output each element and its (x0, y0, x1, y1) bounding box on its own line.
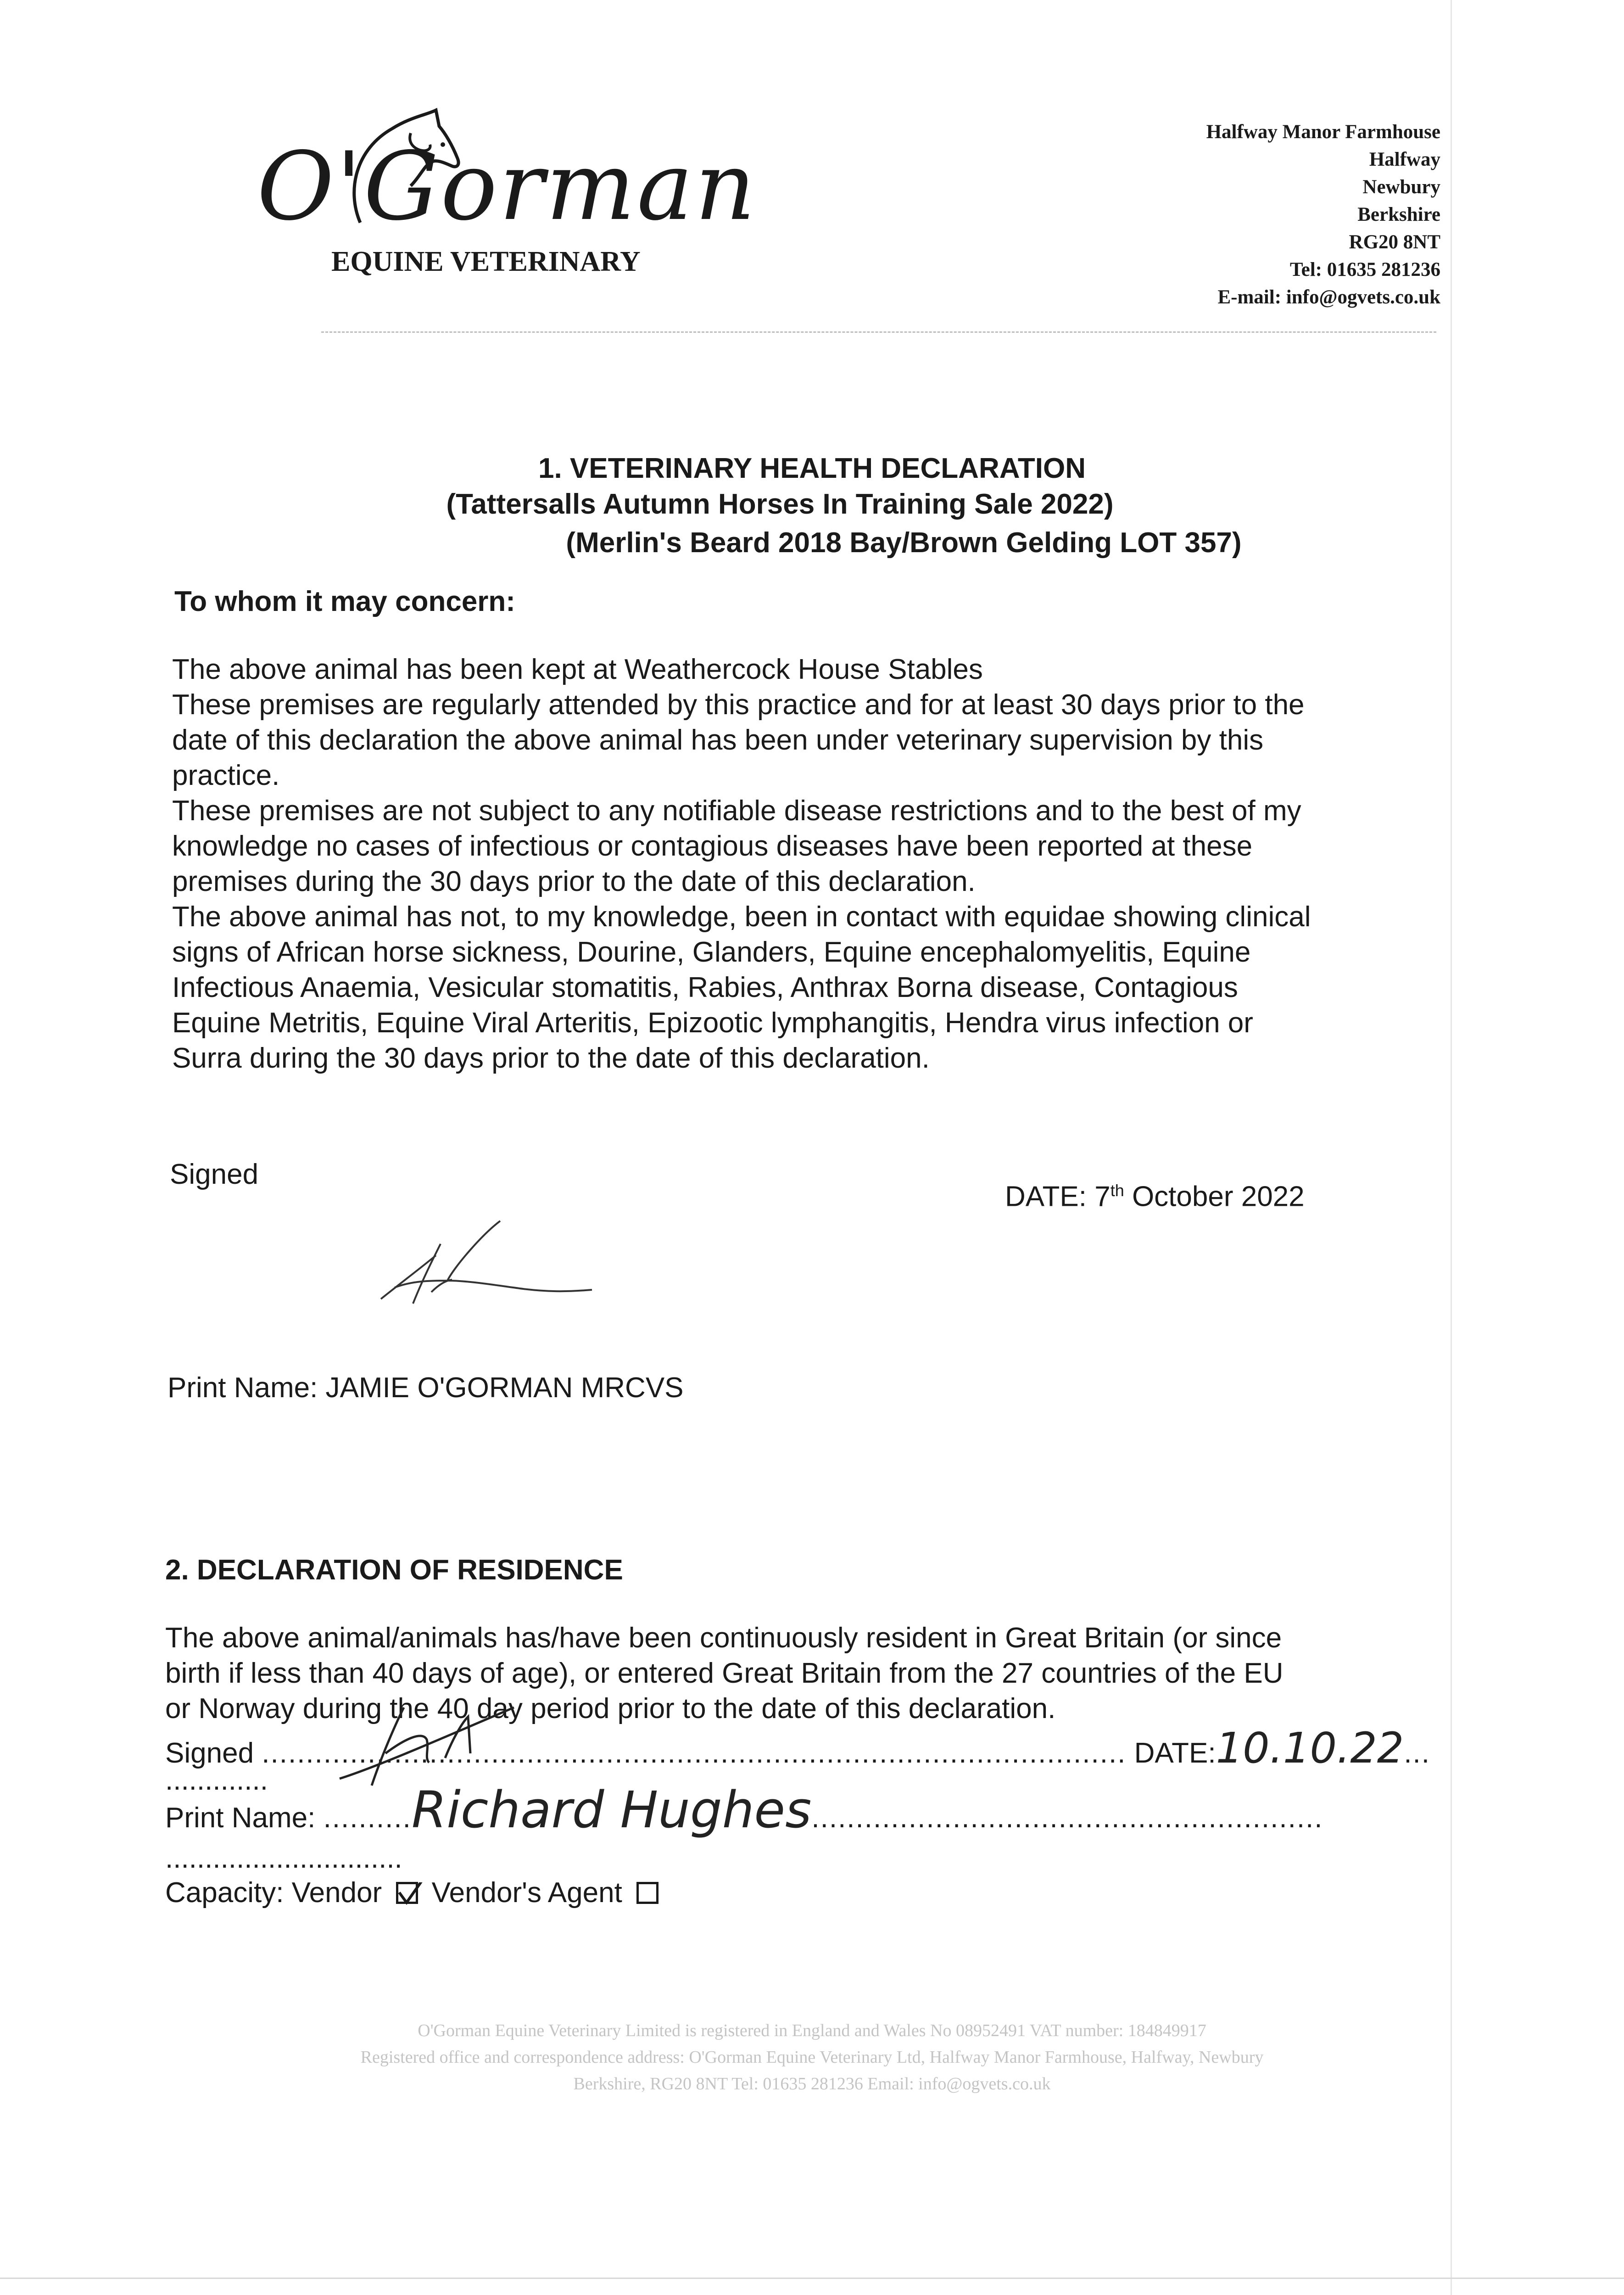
print-wrap-dots: .............................. (165, 1842, 402, 1874)
signed-dots: .................................................................................................. (262, 1737, 1127, 1769)
body-line: premises during the 30 days prior to the date of this declaration. (172, 866, 976, 897)
footer-line: Registered office and correspondence address: O'Gorman Equine Veterinary Ltd, Halfway Manor Farmhouse, Halfway, Newbury (360, 2048, 1264, 2067)
section1-print-name: Print Name: JAMIE O'GORMAN MRCVS (167, 1372, 684, 1404)
page-edge-line (1451, 0, 1452, 2295)
date-value: October 2022 (1124, 1181, 1305, 1213)
body-line: Infectious Anaemia, Vesicular stomatitis, Rabies, Anthrax Borna disease, Contagious (172, 972, 1238, 1003)
vendor-signature (330, 1698, 523, 1790)
body-line: Equine Metritis, Equine Viral Arteritis, Epizootic lymphangitis, Hendra virus infection or (172, 1007, 1253, 1039)
address-line: Berkshire (1357, 204, 1440, 225)
address-email: E-mail: info@ogvets.co.uk (1217, 286, 1440, 308)
vendor-agent-label: Vendor's Agent (431, 1877, 622, 1909)
footer-line: Berkshire, RG20 8NT Tel: 01635 281236 Email: info@ogvets.co.uk (573, 2074, 1051, 2093)
body-line: date of this declaration the above animal has been under veterinary supervision by this (172, 724, 1264, 756)
date-label: DATE: (1134, 1737, 1216, 1769)
body-line: or Norway during the 40 day period prior to the date of this declaration. (165, 1693, 1056, 1724)
print-name-label: Print Name: (165, 1802, 316, 1834)
letterhead-divider (321, 331, 1436, 333)
section2-print-row (165, 1780, 1323, 1839)
body-line: practice. (172, 760, 280, 791)
logo-subtitle: EQUINE VETERINARY (331, 246, 641, 277)
signed-label: Signed (165, 1737, 254, 1769)
section1-body (172, 652, 1311, 1076)
body-line: The above animal has not, to my knowledge, been in contact with equidae showing clinical (172, 901, 1311, 933)
address-line: Halfway Manor Farmhouse (1206, 121, 1440, 143)
print-trail-dots: .......................................................... (811, 1802, 1323, 1834)
body-line: The above animal/animals has/have been continuously resident in Great Britain (or since (165, 1622, 1282, 1654)
signed-wrap-dots: ............. (165, 1764, 268, 1796)
body-line: The above animal has been kept at Weathercock House Stables (172, 654, 983, 685)
address-line: Newbury (1362, 176, 1440, 198)
check-mark-icon (396, 1882, 424, 1910)
handwritten-date: 10.10.22 (1216, 1724, 1404, 1773)
body-line: knowledge no cases of infectious or contagious diseases have been reported at these (172, 830, 1253, 862)
section1-subtitle-sale: (Tattersalls Autumn Horses In Training Sale 2022) (446, 488, 1114, 520)
salutation: To whom it may concern: (174, 586, 515, 617)
section1-date (1005, 1173, 1305, 1215)
registration-footer (0, 2017, 1624, 2097)
vendor-checkbox[interactable] (396, 1882, 418, 1904)
address-line: Halfway (1369, 149, 1440, 170)
handwritten-print-name: Richard Hughes (411, 1780, 812, 1839)
body-line: signs of African horse sickness, Dourine, Glanders, Equine encephalomyelitis, Equine (172, 936, 1251, 968)
body-line: These premises are regularly attended by this practice and for at least 30 days prior to the (172, 689, 1305, 721)
section1-subtitle-lot: (Merlin's Beard 2018 Bay/Brown Gelding LOT 357) (566, 527, 1242, 559)
section1-signed-label: Signed (170, 1159, 259, 1190)
capacity-row (165, 1875, 659, 1910)
page-bottom-line (0, 2278, 1624, 2279)
vet-signature (363, 1212, 601, 1331)
body-line: These premises are not subject to any notifiable disease restrictions and to the best of my (172, 795, 1301, 827)
address-line: RG20 8NT (1349, 231, 1440, 253)
capacity-label: Capacity: Vendor (165, 1877, 382, 1909)
section2-title: 2. DECLARATION OF RESIDENCE (165, 1554, 623, 1586)
vendor-agent-checkbox[interactable] (636, 1882, 659, 1904)
body-line: birth if less than 40 days of age), or entered Great Britain from the 27 countries of the EU (165, 1657, 1284, 1689)
practice-address (1206, 118, 1440, 311)
date-label: DATE: 7 (1005, 1181, 1111, 1213)
date-ordinal: th (1110, 1181, 1124, 1200)
date-trail-dots: ... (1404, 1737, 1430, 1769)
body-line: Surra during the 30 days prior to the date of this declaration. (172, 1042, 930, 1074)
print-lead-dots: .......... (323, 1802, 412, 1834)
logo-wordmark: O'Gorman (257, 132, 758, 241)
address-phone: Tel: 01635 281236 (1289, 259, 1440, 280)
section1-title: 1. VETERINARY HEALTH DECLARATION (538, 453, 1086, 484)
footer-line: O'Gorman Equine Veterinary Limited is registered in England and Wales No 08952491 VAT number: 184849917 (418, 2021, 1206, 2040)
